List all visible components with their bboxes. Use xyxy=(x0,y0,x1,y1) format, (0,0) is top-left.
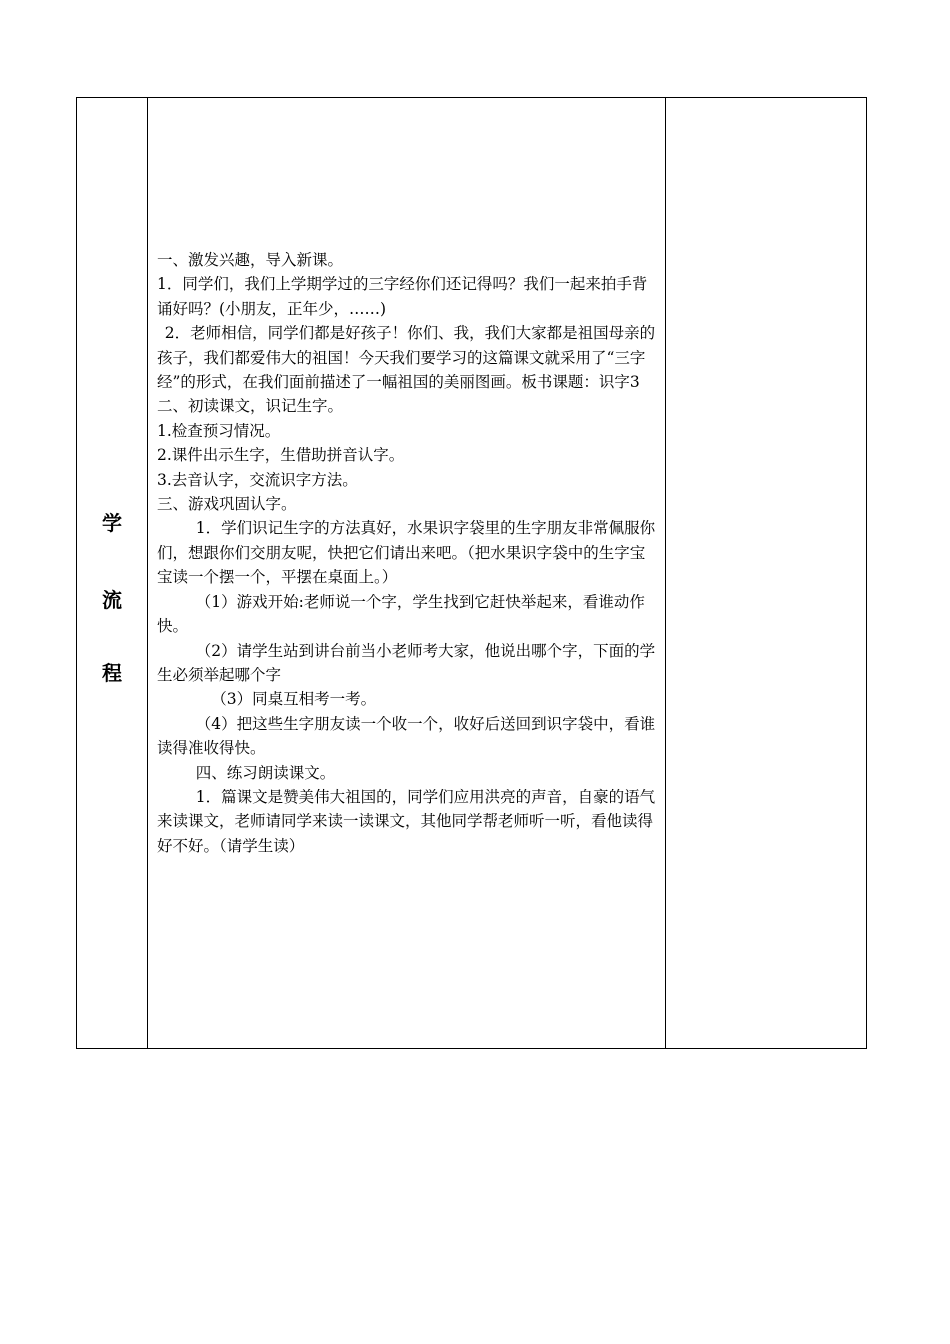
notes-column xyxy=(666,98,865,1048)
heading-first-reading: 二、初读课文，识记生字。 xyxy=(157,397,344,416)
paragraph: 1．学们识记生字的方法真好，水果识字袋里的生字朋友非常佩服你们，想跟你们交朋友呢，快把它们请出来吧。（把水果识字袋中的生字宝宝读一个摆一个，平摆在桌面上。） xyxy=(157,519,656,587)
heading-reading-aloud: 四、练习朗读课文。 xyxy=(195,763,336,782)
paragraph: （3）同桌互相考一考。 xyxy=(211,690,377,709)
section-label-char: 学 xyxy=(102,511,122,535)
section-label-char: 流 xyxy=(102,588,122,612)
paragraph: （4）把这些生字朋友读一个收一个，收好后送回到识字袋中，看谁读得准收得快。 xyxy=(157,714,656,758)
section-label-column xyxy=(77,98,147,1048)
paragraph: 3.去音认字，交流识字方法。 xyxy=(157,470,358,489)
paragraph: （2）请学生站到讲台前当小老师考大家，他说出哪个字，下面的学生必须举起哪个字 xyxy=(157,641,656,684)
teaching-process-content xyxy=(157,248,659,858)
paragraph: （1）游戏开始:老师说一个字，学生找到它赶快举起来，看谁动作快。 xyxy=(157,592,645,636)
heading-intro: 一、激发兴趣，导入新课。 xyxy=(157,251,344,269)
paragraph: 1．同学们，我们上学期学过的三字经你们还记得吗？我们一起来拍手背诵好吗？(小朋友，正年少，……) xyxy=(157,275,648,318)
paragraph: 1.检查预习情况。 xyxy=(157,421,281,440)
paragraph: 1．篇课文是赞美伟大祖国的，同学们应用洪亮的声音，自豪的语气来读课文，老师请同学来读一读课文，其他同学帮老师听一听，看他读得好不好。（请学生读） xyxy=(157,787,656,855)
section-label-char: 程 xyxy=(102,661,122,685)
heading-game: 三、游戏巩固认字。 xyxy=(157,495,297,514)
paragraph: 2.课件出示生字，生借助拼音认字。 xyxy=(157,446,405,465)
paragraph: 2．老师相信，同学们都是好孩子！你们、我，我们大家都是祖国母亲的孩子，我们都爱伟大的祖国！今天我们要学习的这篇课文就采用了“三字经”的形式，在我们面前描述了一幅祖国的美丽图画。板书课题：识字3 xyxy=(157,324,656,392)
table-divider-left xyxy=(147,97,148,1049)
